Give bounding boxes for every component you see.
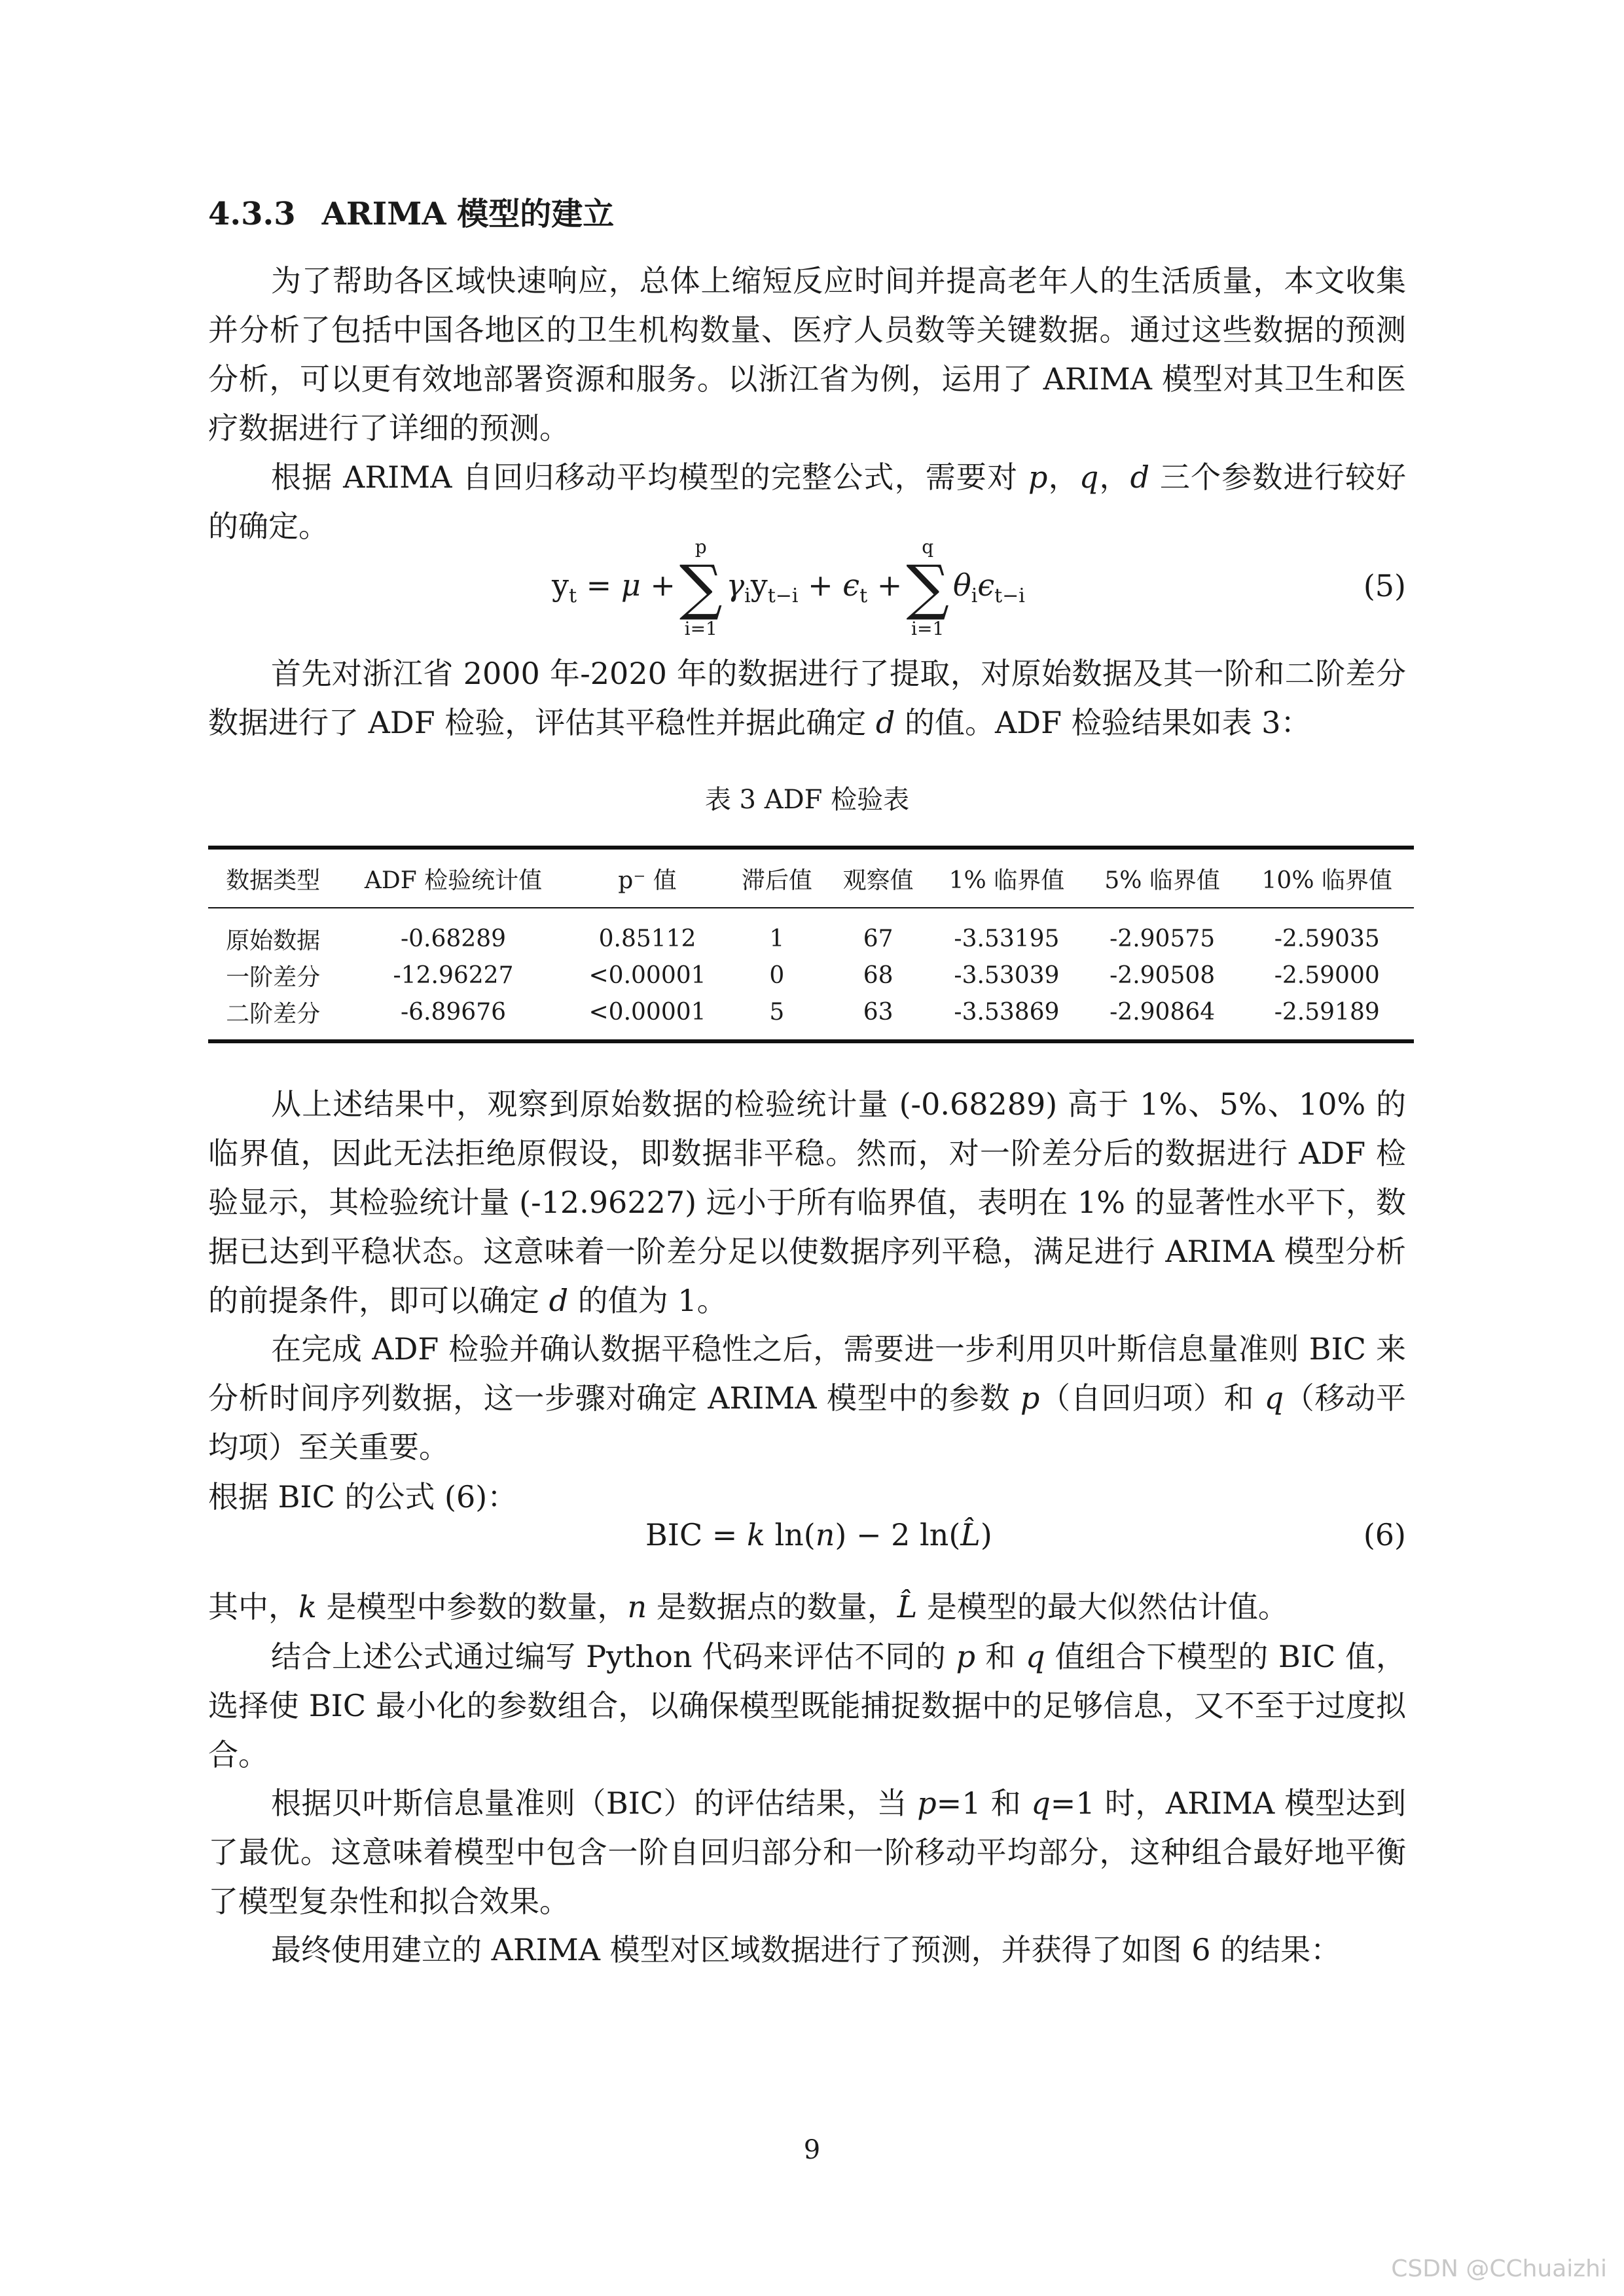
paragraph-python-bic: 结合上述公式通过编写 Python 代码来评估不同的 p 和 q 值组合下模型的 BIC 值，选择使 BIC 最小化的参数组合，以确保模型既能捕捉数据中的足够信息，又不至于过度拟合。 <box>208 1639 1406 1772</box>
table-cell: -2.59189 <box>1274 998 1380 1026</box>
section-number: 4.3.3 <box>208 196 296 232</box>
table-cell: 原始数据 <box>226 927 321 954</box>
col-header: 5% 临界值 <box>1104 867 1220 894</box>
page-number: 9 <box>803 2135 821 2165</box>
table-cell: -12.96227 <box>393 961 514 989</box>
summation-2: q ∑ i=1 <box>906 536 949 639</box>
section-title: ARIMA 模型的建立 <box>321 196 615 232</box>
col-header: 数据类型 <box>226 867 321 894</box>
adf-table <box>208 846 1414 1043</box>
section-heading <box>208 188 614 234</box>
table-cell: -6.89676 <box>400 998 507 1026</box>
table-row <box>208 994 1414 1041</box>
col-header: 观察值 <box>842 867 914 894</box>
table-cell: 68 <box>863 961 893 989</box>
table-cell: -0.68289 <box>400 925 507 952</box>
watermark: CSDN @CChuaizhi <box>1391 2255 1607 2282</box>
col-header: 10% 临界值 <box>1261 867 1392 894</box>
table-cell: 63 <box>863 998 893 1026</box>
table-cell: <0.00001 <box>588 998 706 1026</box>
table-cell: 67 <box>863 925 893 952</box>
table-cell: 0 <box>769 961 785 989</box>
table-cell: 5 <box>769 998 785 1026</box>
paragraph-intro: 为了帮助各区域快速响应，总体上缩短反应时间并提高老年人的生活质量，本文收集并分析了包括中国各地区的卫生机构数量、医疗人员数等关键数据。通过这些数据的预测分析，可以更有效地部署资源和服务。以浙江省为例，运用了 ARIMA 模型对其卫生和医疗数据进行了详细的预测。 <box>208 263 1406 446</box>
col-header: 滞后值 <box>741 867 812 894</box>
table-cell: -2.59000 <box>1274 961 1380 989</box>
equation-6-number: (6) <box>1363 1517 1406 1552</box>
summation-1: p ∑ i=1 <box>679 536 723 639</box>
col-header: p⁻ 值 <box>618 867 677 894</box>
paragraph-adf-intro: 首先对浙江省 2000 年-2020 年的数据进行了提取，对原始数据及其一阶和二阶差分数据进行了 ADF 检验，评估其平稳性并据此确定 d 的值。ADF 检验结果如表 3： <box>208 656 1406 740</box>
table-caption: 表 3 ADF 检验表 <box>704 785 910 815</box>
paragraph-bic-formula-lead: 根据 BIC 的公式 (6)： <box>208 1479 518 1515</box>
equation-6-body: BIC = k ln(n) − 2 ln(L̂) <box>645 1517 992 1552</box>
table-cell: 二阶差分 <box>226 1000 321 1028</box>
table-cell: -2.90864 <box>1110 998 1216 1026</box>
paragraph-adf-results: 从上述结果中，观察到原始数据的检验统计量 (-0.68289) 高于 1%、5%、10% 的临界值，因此无法拒绝原假设，即数据非平稳。然而，对一阶差分后的数据进行 ADF 检验显示，其检验统计量 (-12.96227) 远小于所有临界值，表明在 1% 的显著性水平下，数据已达到平稳状态。这意味着一阶差分足以使数据序列平稳，满足进行 ARIMA 模型分析的前提条件，即可以确定 d 的值为 1。 <box>208 1086 1406 1318</box>
table-row <box>208 957 1414 994</box>
equation-5 <box>208 535 1406 640</box>
table-row <box>208 908 1414 957</box>
table-cell: -3.53039 <box>954 961 1060 989</box>
paragraph-bic-terms: 其中，k 是模型中参数的数量，n 是数据点的数量，L̂ 是模型的最大似然估计值。 <box>208 1589 1288 1624</box>
table-cell: 一阶差分 <box>226 963 321 991</box>
equation-5-number: (5) <box>1363 568 1406 603</box>
table-cell: -2.90508 <box>1110 961 1216 989</box>
table-cell: -3.53195 <box>954 925 1060 952</box>
equation-6 <box>208 1517 1406 1570</box>
paragraph-forecast: 最终使用建立的 ARIMA 模型对区域数据进行了预测，并获得了如图 6 的结果： <box>271 1932 1341 1967</box>
paragraph-arima-params: 根据 ARIMA 自回归移动平均模型的完整公式，需要对 p，q，d 三个参数进行较好的确定。 <box>208 459 1407 544</box>
paragraph-bic-result: 根据贝叶斯信息量准则（BIC）的评估结果，当 p=1 和 q=1 时，ARIMA 模型达到了最优。这意味着模型中包含一阶自回归部分和一阶移动平均部分，这种组合最好地平衡了模型复杂性和拟合效果。 <box>208 1785 1406 1919</box>
table-cell: 1 <box>769 925 785 952</box>
table-cell: -2.59035 <box>1274 925 1380 952</box>
table-cell: <0.00001 <box>588 961 706 989</box>
equation-5-body: $y_t = \mu$ + p ∑ i=1 $\gamma_iy_{t-i} + \epsilon_t$ + q ∑ i=1 $\theta_i\epsilon_{t-i}$ <box>552 536 1025 639</box>
table-header-row <box>208 848 1414 908</box>
col-header: ADF 检验统计值 <box>364 867 543 894</box>
table-cell: 0.85112 <box>598 925 696 952</box>
col-header: 1% 临界值 <box>948 867 1065 894</box>
paragraph-bic-intro: 在完成 ADF 检验并确认数据平稳性之后，需要进一步利用贝叶斯信息量准则 BIC 来分析时间序列数据，这一步骤对确定 ARIMA 模型中的参数 p（自回归项）和 q（移动平均项）至关重要。 <box>208 1331 1407 1465</box>
table-cell: -2.90575 <box>1110 925 1216 952</box>
table-cell: -3.53869 <box>954 998 1060 1026</box>
